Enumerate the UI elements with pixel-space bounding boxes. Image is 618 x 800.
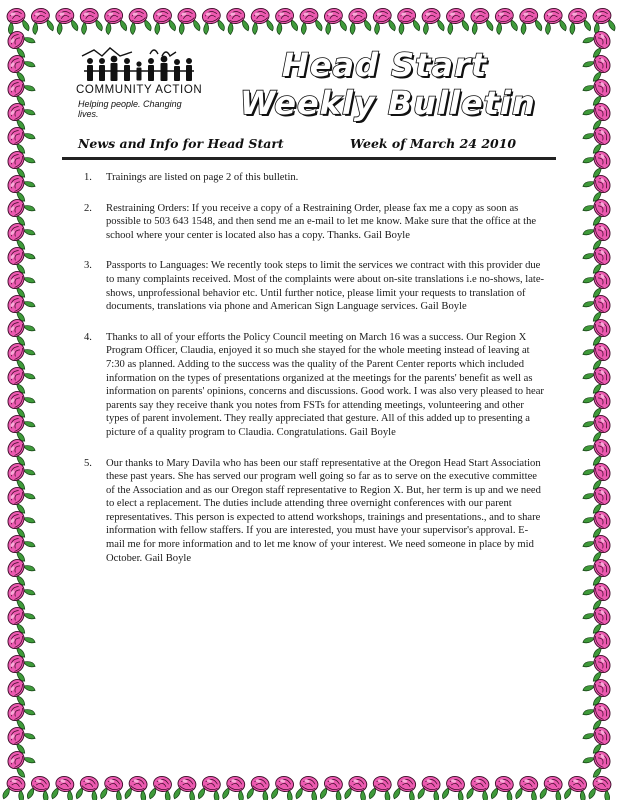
rose-icon <box>582 531 614 562</box>
rose-icon <box>444 6 470 34</box>
rose-icon <box>271 774 297 800</box>
rose-icon <box>297 6 323 34</box>
rose-icon <box>173 774 199 800</box>
rose-icon <box>4 387 36 418</box>
rose-icon <box>51 774 77 800</box>
rose-icon <box>149 774 175 800</box>
subtitle-right: Week of March 24 2010 <box>350 136 517 151</box>
rose-icon <box>582 651 614 682</box>
rose-icon <box>588 774 614 800</box>
rose-icon <box>582 411 614 442</box>
rose-icon <box>582 675 614 706</box>
rose-icon <box>493 6 519 34</box>
rose-icon <box>4 699 36 730</box>
rose-icon <box>198 774 224 800</box>
bulletin-item-2 <box>84 202 546 243</box>
rose-icon <box>395 6 421 34</box>
rose-icon <box>344 774 370 800</box>
rose-icon <box>582 315 614 346</box>
bulletin-item-5 <box>84 457 546 566</box>
rose-icon <box>582 627 614 658</box>
rose-icon <box>4 435 36 466</box>
rose-icon <box>4 579 36 610</box>
rose-icon <box>370 6 396 34</box>
rose-icon <box>4 507 36 538</box>
rose-icon <box>246 774 272 800</box>
rose-icon <box>582 363 614 394</box>
title-line-2: Weekly Bulletin <box>240 84 536 122</box>
rose-icon <box>582 435 614 466</box>
rose-icon <box>541 6 567 34</box>
rose-icon <box>2 774 28 800</box>
rose-icon <box>53 6 79 34</box>
rose-icon <box>126 6 152 34</box>
rose-icon <box>124 774 150 800</box>
rose-icon <box>564 774 590 800</box>
rose-icon <box>77 6 103 34</box>
rose-icon <box>4 123 36 154</box>
rose-icon <box>4 6 30 34</box>
rose-icon <box>491 774 517 800</box>
rose-icon <box>273 6 299 34</box>
rose-icon <box>4 411 36 442</box>
rose-icon <box>4 243 36 274</box>
rose-icon <box>4 315 36 346</box>
rose-icon <box>515 774 541 800</box>
rose-icon <box>442 774 468 800</box>
rose-icon <box>4 747 36 778</box>
rose-icon <box>582 195 614 226</box>
rose-icon <box>175 6 201 34</box>
item-text: Passports to Languages: We recently took steps to limit the services we contract with this provider due to many complaints received. Most of the complaints were about on-site translations i.e no-shows, late-shows, unprofessional behavior etc. Until further notice, please limit your requests to translation of documents, translations via phone and American Sign Language services. Gail Boyle <box>106 260 545 313</box>
rose-icon <box>100 774 126 800</box>
rose-icon <box>4 291 36 322</box>
rose-icon <box>582 387 614 418</box>
item-number: 3. <box>84 260 92 272</box>
rose-icon <box>417 774 443 800</box>
rose-icon <box>582 579 614 610</box>
rose-icon <box>102 6 128 34</box>
rose-icon <box>248 6 274 34</box>
rose-icon <box>4 723 36 754</box>
rose-icon <box>582 555 614 586</box>
title-line-1: Head Start <box>282 46 488 84</box>
item-text: Thanks to all of your efforts the Policy Council meeting on March 16 was a success. Our Region X Program Officer, Claudia, enjoyed it so much she stayed for the whole meeting instead of leaving at 7:30 as planned. Adding to the success was the quality of the Parent Center reports which included information on the types of presentations organized at the meetings for the parents' benefit as well as information on parents' opinions, concerns and discussions. Good work. I was also very pleased to hear parents say they receive thank you notes from FSTs for attending meetings, volunteering and other types of parent involement. They really appreciated that gesture. All of this added up to presenting a picture of a quality program to Claudia. Congratulations. Gail Boyle <box>106 331 544 438</box>
rose-icon <box>582 99 614 130</box>
item-number: 2. <box>84 202 92 214</box>
rose-icon <box>582 747 614 778</box>
rose-icon <box>4 651 36 682</box>
rose-icon <box>4 147 36 178</box>
community-action-logo <box>74 44 204 119</box>
rose-icon <box>582 507 614 538</box>
rose-icon <box>368 774 394 800</box>
rose-icon <box>27 774 53 800</box>
rose-icon <box>582 243 614 274</box>
logo-name: COMMUNITY ACTION <box>76 84 203 96</box>
rose-icon <box>582 51 614 82</box>
rose-icon <box>295 774 321 800</box>
rose-icon <box>468 6 494 34</box>
item-text: Our thanks to Mary Davila who has been our staff representative at the Oregon Head Start Association these past years. She has served our program well going so far as to serve on the executive committee of the Association and as our Oregon staff representative to Region X. But, her term is up and we need to elect a replacement. The duties include attending three overnight conferences with our parent representatives. This person is expected to attend workshops, trainings and presentations., and to share information with fellow staffers. If you are interested, you must have your supervisor's approval. E-mail me for more information and to let me know of your interest. We need someone in place by mid October. Gail Boyle <box>106 457 541 564</box>
rose-icon <box>322 6 348 34</box>
rose-icon <box>582 459 614 490</box>
bulletin-item-1 <box>84 171 546 185</box>
rose-icon <box>582 723 614 754</box>
bulletin-item-4 <box>84 331 546 440</box>
rose-icon <box>320 774 346 800</box>
rose-icon <box>4 99 36 130</box>
item-text: Restraining Orders: If you receive a copy of a Restraining Order, please fax me a copy as soon as possible to 503 643 1548, and then send me an e-mail to let me know. Make sure that the office at the school where your center is located also has a copy. Thanks. Gail Boyle <box>106 202 537 241</box>
rose-icon <box>582 267 614 298</box>
rose-icon <box>4 675 36 706</box>
rose-icon <box>4 219 36 250</box>
bulletin-items <box>84 171 546 582</box>
item-number: 4. <box>84 331 92 343</box>
rose-icon <box>4 555 36 586</box>
rose-icon <box>4 603 36 634</box>
rose-icon <box>4 171 36 202</box>
rose-icon <box>419 6 445 34</box>
logo-tagline: Helping people. Changing lives. <box>78 99 182 119</box>
rose-icon <box>4 339 36 370</box>
rose-icon <box>590 6 616 34</box>
subtitle-left: News and Info for Head Start <box>78 136 284 151</box>
rose-icon <box>582 339 614 370</box>
rose-icon <box>4 195 36 226</box>
rose-icon <box>582 219 614 250</box>
rose-icon <box>582 603 614 634</box>
rose-icon <box>4 363 36 394</box>
item-number: 1. <box>84 172 92 183</box>
rose-icon <box>222 774 248 800</box>
rose-icon <box>4 459 36 490</box>
rose-icon <box>582 147 614 178</box>
rose-icon <box>4 483 36 514</box>
item-text: Trainings are listed on page 2 of this bulletin. <box>106 172 299 183</box>
people-logo-icon <box>80 44 200 86</box>
rose-icon <box>4 51 36 82</box>
rose-icon <box>582 123 614 154</box>
rose-icon <box>4 267 36 298</box>
rose-icon <box>582 27 614 58</box>
rose-icon <box>466 774 492 800</box>
rose-icon <box>4 531 36 562</box>
rose-icon <box>582 171 614 202</box>
rose-icon <box>582 291 614 322</box>
rose-icon <box>200 6 226 34</box>
rose-icon <box>582 699 614 730</box>
rose-icon <box>393 774 419 800</box>
bulletin-item-3 <box>84 259 546 313</box>
rose-icon <box>346 6 372 34</box>
rose-icon <box>75 774 101 800</box>
rose-icon <box>224 6 250 34</box>
rose-icon <box>151 6 177 34</box>
rose-icon <box>4 627 36 658</box>
rose-icon <box>582 483 614 514</box>
rose-icon <box>517 6 543 34</box>
rose-icon <box>566 6 592 34</box>
rose-icon <box>582 75 614 106</box>
item-number: 5. <box>84 457 92 469</box>
header-rule <box>62 157 556 160</box>
rose-icon <box>4 75 36 106</box>
rose-icon <box>29 6 55 34</box>
rose-icon <box>539 774 565 800</box>
